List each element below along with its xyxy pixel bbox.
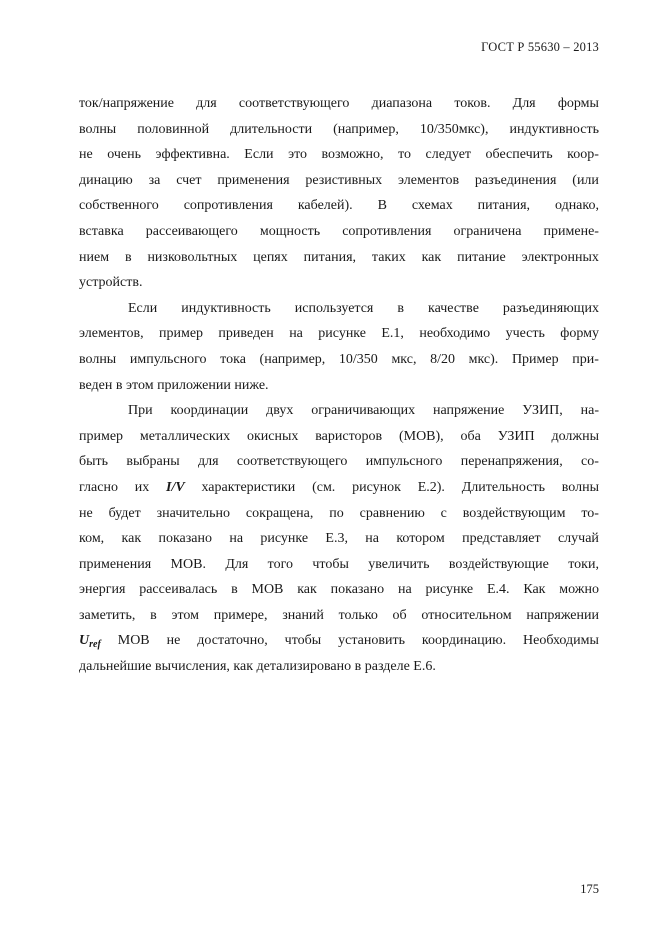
word: варисторов xyxy=(315,428,383,444)
word: этом xyxy=(126,377,154,393)
word: Как xyxy=(523,582,546,598)
word: используется xyxy=(294,300,374,316)
word: их xyxy=(134,479,150,495)
word: того xyxy=(267,556,293,572)
word: вычисления, xyxy=(155,659,230,675)
word: мощность xyxy=(259,223,321,239)
word: При xyxy=(128,403,153,419)
word: импульсного xyxy=(129,351,207,367)
word: счет xyxy=(176,172,202,188)
word: напряжение xyxy=(433,403,505,419)
text-line xyxy=(79,296,599,322)
word: Для xyxy=(225,556,249,572)
word: сокращена, xyxy=(245,505,314,521)
word: воздействующие xyxy=(448,556,549,572)
word: ток/напряжение xyxy=(79,96,174,111)
word: знаний xyxy=(282,607,324,623)
page-number: 175 xyxy=(580,882,599,896)
word: Пример xyxy=(511,351,559,367)
word: Если xyxy=(128,300,158,316)
text-line xyxy=(79,526,599,552)
word: обеспечить xyxy=(485,147,553,163)
paragraph xyxy=(79,91,599,296)
text-line xyxy=(79,577,599,603)
word: котором xyxy=(396,531,445,547)
word: ограничена xyxy=(453,223,522,239)
text-line xyxy=(79,270,599,296)
word: сопротивления xyxy=(183,198,273,214)
paragraph xyxy=(79,398,599,680)
word: рисунке xyxy=(425,582,474,598)
word: окисных xyxy=(247,428,299,444)
word: пример xyxy=(158,326,204,342)
word: тока xyxy=(220,351,246,367)
document-header: ГОСТ Р 55630 – 2013 xyxy=(481,40,599,54)
word: цепях xyxy=(253,249,288,265)
word: (например, xyxy=(333,121,399,137)
word: выбраны xyxy=(126,454,180,470)
word: В xyxy=(377,198,387,214)
word: в xyxy=(354,659,362,675)
word: для xyxy=(197,454,219,470)
word: кабелей). xyxy=(297,198,353,214)
word: применения xyxy=(217,172,290,188)
word: Е.2). xyxy=(417,479,445,495)
word: показано xyxy=(158,531,212,547)
word: мкс). xyxy=(468,351,499,367)
word: питание xyxy=(457,249,506,265)
word: УЗИП, xyxy=(522,403,563,419)
word: эффективна. xyxy=(155,147,230,163)
text-line xyxy=(79,321,599,347)
word: разъединяющих xyxy=(502,300,599,316)
text-line xyxy=(79,628,599,654)
word: (см. xyxy=(312,479,336,495)
word: МОВ xyxy=(251,582,284,598)
word: воздействующим xyxy=(462,505,566,521)
math-iv: I/V xyxy=(166,479,185,495)
text-line xyxy=(79,424,599,450)
word: как xyxy=(121,531,142,547)
text-line xyxy=(79,501,599,527)
text-line xyxy=(79,449,599,475)
word: только xyxy=(338,607,378,623)
word: дальнейшие xyxy=(79,659,152,675)
word: Е.6. xyxy=(413,659,436,675)
word: рисунке xyxy=(318,326,366,342)
word: перенапряжения, xyxy=(460,454,563,470)
word: рассеивающего xyxy=(145,223,238,239)
text-line xyxy=(79,91,599,117)
word: за xyxy=(148,172,161,188)
word: рассеивалась xyxy=(139,582,218,598)
word: веден xyxy=(79,377,113,393)
word: на xyxy=(289,326,303,342)
word: (например, xyxy=(259,351,326,367)
word: в xyxy=(397,300,404,316)
word: как xyxy=(233,659,254,675)
word: электронных xyxy=(521,249,599,265)
word: с xyxy=(440,505,447,521)
word: токов. xyxy=(454,96,491,111)
text-line xyxy=(79,552,599,578)
word: координацию. xyxy=(421,633,507,649)
word: соответствующего xyxy=(236,454,348,470)
word: сравнению xyxy=(359,505,425,521)
word: сопротивления xyxy=(342,223,432,239)
word: (МОВ), xyxy=(398,428,444,444)
word: будет xyxy=(108,505,141,521)
text-line xyxy=(79,347,599,373)
word: низковольтных xyxy=(147,249,238,265)
word: схемах xyxy=(411,198,453,214)
math-uref: $U_{ref}$ xyxy=(79,633,101,651)
text-line xyxy=(79,193,599,219)
word: пример xyxy=(79,428,124,444)
word: на xyxy=(397,582,412,598)
word: нием xyxy=(79,249,110,265)
word: Е.4. xyxy=(486,582,510,598)
text-line xyxy=(79,603,599,629)
word: ограничивающих xyxy=(311,403,416,419)
word: это xyxy=(288,147,308,163)
word: качестве xyxy=(427,300,479,316)
word: по xyxy=(329,505,344,521)
word: достаточно, xyxy=(197,633,268,649)
word: элементов xyxy=(397,172,460,188)
word: коор- xyxy=(567,147,599,163)
word: металлических xyxy=(139,428,231,444)
word: импульсного xyxy=(365,454,443,470)
word: ком, xyxy=(79,531,105,547)
word: двух xyxy=(266,403,294,419)
word: на- xyxy=(580,403,599,419)
word: Длительность xyxy=(461,479,545,495)
word: координации xyxy=(170,403,249,419)
word: показано xyxy=(330,582,385,598)
word: резистивных xyxy=(305,172,383,188)
word: об xyxy=(392,607,407,623)
word: диапазона xyxy=(371,96,433,111)
word: однако, xyxy=(554,198,599,214)
word: УЗИП xyxy=(497,428,535,444)
word: рисунок xyxy=(352,479,401,495)
word: представляет xyxy=(462,531,541,547)
word: примене- xyxy=(543,223,599,239)
word: токи, xyxy=(568,556,599,572)
word: значительно xyxy=(156,505,231,521)
word: возможно, xyxy=(321,147,384,163)
word: половинной xyxy=(137,121,210,137)
word: очень xyxy=(107,147,142,163)
word: Е.1, xyxy=(381,326,404,342)
word: разделе xyxy=(364,659,410,675)
word: в xyxy=(115,377,123,393)
word: чтобы xyxy=(284,633,322,649)
word: на xyxy=(365,531,379,547)
word: необходимо xyxy=(419,326,491,342)
word: то- xyxy=(581,505,599,521)
word: не xyxy=(79,147,93,163)
word: в xyxy=(150,607,157,623)
word: энергия xyxy=(79,582,126,598)
text-line xyxy=(79,142,599,168)
word: в xyxy=(124,249,132,265)
word: МОВ xyxy=(117,633,150,649)
word: волны xyxy=(79,351,117,367)
word: не xyxy=(166,633,181,649)
word: длительности xyxy=(230,121,313,137)
word: форму xyxy=(560,326,599,342)
text-line xyxy=(79,398,599,424)
word: формы xyxy=(557,96,599,111)
word: собственного xyxy=(79,198,159,214)
word: в xyxy=(231,582,238,598)
body-text xyxy=(79,91,599,680)
word: оба xyxy=(460,428,481,444)
word: относительном xyxy=(421,607,512,623)
word: детализировано xyxy=(256,659,352,675)
word: заметить, xyxy=(79,607,136,623)
word: применения xyxy=(79,556,152,572)
word: этом xyxy=(171,607,200,623)
word: установить xyxy=(338,633,405,649)
word: быть xyxy=(79,454,109,470)
text-line xyxy=(79,475,599,501)
word: Если xyxy=(244,147,274,163)
word: со- xyxy=(581,454,599,470)
word: увеличить xyxy=(368,556,430,572)
word: следует xyxy=(425,147,472,163)
word: питания, xyxy=(303,249,357,265)
word: приложении xyxy=(157,377,231,393)
word: питания, xyxy=(477,198,531,214)
word: устройств. xyxy=(79,275,143,291)
word: для xyxy=(196,96,217,111)
word: рисунке xyxy=(260,531,309,547)
word: ниже. xyxy=(234,377,269,393)
word: учесть xyxy=(505,326,545,342)
word: динацию xyxy=(79,172,133,188)
word: соответствующего xyxy=(238,96,350,111)
word: примере, xyxy=(213,607,268,623)
word: 10/350 xyxy=(338,351,378,367)
word: 10/350мкс), xyxy=(419,121,489,137)
text-line xyxy=(79,245,599,271)
word: разъединения xyxy=(474,172,557,188)
word: таких xyxy=(371,249,406,265)
word: индуктивность xyxy=(181,300,271,316)
word: Необходимы xyxy=(523,633,599,649)
word: МОВ. xyxy=(170,556,206,572)
text-line xyxy=(79,168,599,194)
word: Для xyxy=(512,96,536,111)
word: 8/20 xyxy=(430,351,455,367)
word: должны xyxy=(551,428,599,444)
text-line xyxy=(79,219,599,245)
word: чтобы xyxy=(312,556,349,572)
word: случай xyxy=(557,531,599,547)
word: напряжении xyxy=(526,607,599,623)
word: волны xyxy=(561,479,599,495)
word: мкс, xyxy=(391,351,417,367)
word: на xyxy=(229,531,244,547)
word: как xyxy=(421,249,442,265)
word: индуктивность xyxy=(509,121,599,137)
word: волны xyxy=(79,121,117,137)
word: приведен xyxy=(218,326,274,342)
word: не xyxy=(79,505,93,521)
word: вставка xyxy=(79,223,124,239)
word: характеристики xyxy=(201,479,296,495)
word: гласно xyxy=(79,479,118,495)
text-line xyxy=(79,117,599,143)
word: можно xyxy=(559,582,599,598)
word: при- xyxy=(572,351,599,367)
word: элементов, xyxy=(79,326,144,342)
paragraph xyxy=(79,296,599,398)
word: как xyxy=(297,582,317,598)
text-line xyxy=(79,654,599,680)
word: (или xyxy=(572,172,599,188)
word: Е.3, xyxy=(325,531,348,547)
text-line xyxy=(79,373,599,399)
word: то xyxy=(398,147,412,163)
